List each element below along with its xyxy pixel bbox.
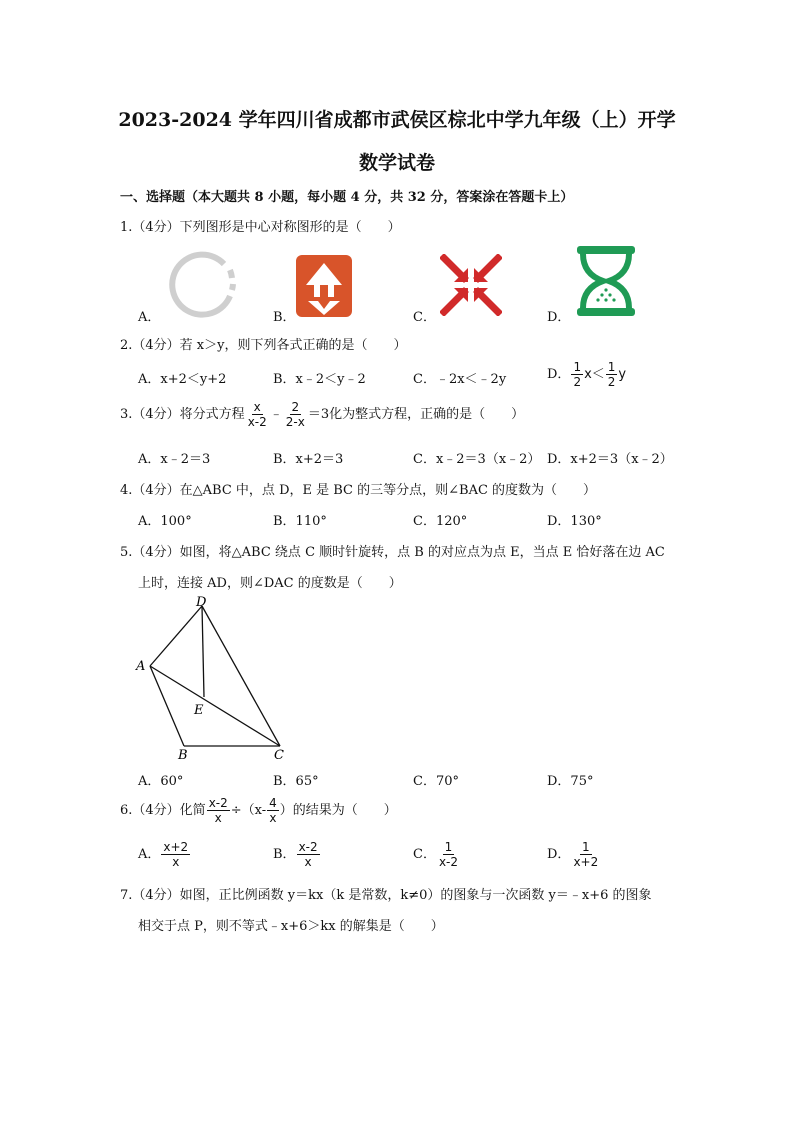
fraction-denominator: 2-x [285, 415, 305, 429]
q3-fraction-1 [246, 400, 269, 429]
fraction-denominator: x [269, 811, 277, 825]
q6-d-prefix: D． [547, 847, 571, 862]
q2-d-fraction-1 [571, 360, 583, 389]
q4-option-d: D．130° [547, 514, 602, 529]
point-label-A: A [136, 659, 146, 674]
paper-title-line1: 2023-2024 学年四川省成都市武侯区棕北中学九年级（上）开学 [118, 109, 676, 131]
q3-minus: ﹣ [269, 407, 283, 422]
question-5-stem-line1: 5.（4分）如图，将△ABC 绕点 C 顺时针旋转，点 B 的对应点为点 E，当点 E 恰好落在边 AC [120, 545, 665, 560]
question-7-stem-line1: 7.（4分）如图，正比例函数 y＝kx（k 是常数，k≠0）的图象与一次函数 y＝﹣x+6 的图象 [120, 888, 652, 903]
q6-fraction-1 [207, 796, 230, 825]
fraction-denominator: x [214, 811, 222, 825]
q5-geometry-figure [132, 592, 292, 762]
question-4-stem: 4.（4分）在△ABC 中，点 D，E 是 BC 的三等分点，则∠BAC 的度数为（ ） [120, 483, 597, 498]
segment-AB [150, 666, 184, 746]
fraction-numerator: 1 [573, 360, 582, 374]
q2-option-c: C．﹣2x＜﹣2y [413, 372, 507, 387]
q3-option-a: A．x﹣2＝3 [138, 452, 211, 467]
q3-option-b: B．x+2＝3 [273, 452, 344, 467]
q2-d-tail: y [618, 367, 627, 382]
fraction-denominator: x-2 [247, 415, 267, 429]
question-5-stem-line2: 上时，连接 AD，则∠DAC 的度数是（ ） [138, 576, 402, 591]
point-label-D: D [196, 595, 207, 610]
fraction-numerator: 1 [582, 840, 590, 854]
q3-prefix: 3.（4分）将分式方程 [120, 407, 245, 422]
point-label-E: E [194, 703, 204, 718]
segment-AC [150, 666, 280, 746]
inward-arrows-x-icon [440, 254, 502, 316]
fraction-denominator: x-2 [438, 855, 459, 869]
q6-option-d [547, 840, 601, 869]
q1-option-d-label: D． [547, 310, 571, 325]
recycle-arrows-icon [296, 255, 352, 317]
q6-option-a [138, 840, 191, 869]
fraction-numerator: x-2 [298, 840, 318, 854]
q5-option-b: B．65° [273, 774, 319, 789]
q2-option-b: B．x﹣2＜y﹣2 [273, 372, 366, 387]
q2-d-mid: x＜ [584, 367, 605, 382]
fraction-denominator: 2 [573, 375, 582, 389]
fraction-numerator: 1 [444, 840, 453, 854]
q2-d-fraction-2 [606, 360, 618, 389]
q5-option-c: C．70° [413, 774, 459, 789]
hourglass-icon [575, 246, 637, 316]
fraction-denominator: x [304, 855, 312, 869]
q1-option-a-label: A． [138, 310, 161, 325]
q1-option-b-label: B． [273, 310, 296, 325]
q3-fraction-2 [284, 400, 307, 429]
fraction-numerator: 2 [291, 400, 300, 414]
q6-option-c [413, 840, 461, 869]
fraction-denominator: 2 [607, 375, 616, 389]
fraction-numerator: x+2 [163, 840, 189, 854]
q3-option-d: D．x+2＝3（x﹣2） [547, 452, 673, 467]
q6-fraction-2 [267, 796, 279, 825]
question-7-stem-line2: 相交于点 P，则不等式﹣x+6＞kx 的解集是（ ） [138, 919, 444, 934]
q6-c-fraction [437, 840, 460, 869]
segment-DE [202, 606, 204, 697]
question-3-stem [120, 400, 524, 429]
q2-option-a: A．x+2＜y+2 [138, 372, 227, 387]
q3-option-c: C．x﹣2＝3（x﹣2） [413, 452, 541, 467]
segment-DC [202, 606, 280, 746]
q5-option-d: D．75° [547, 774, 594, 789]
q2-d-prefix: D． [547, 367, 571, 382]
q6-mid: ÷（x- [230, 803, 267, 818]
segment-DA [150, 606, 202, 666]
broken-ring-icon [160, 246, 242, 322]
question-2-stem: 2.（4分）若 x＞y，则下列各式正确的是（ ） [120, 338, 407, 353]
section-header-choice: 一、选择题（本大题共 8 小题，每小题 4 分，共 32 分，答案涂在答题卡上） [120, 190, 574, 205]
q6-b-prefix: B． [273, 847, 296, 862]
q6-a-fraction [161, 840, 190, 869]
q6-b-fraction [297, 840, 320, 869]
q5-option-a: A．60° [138, 774, 184, 789]
q6-suffix: ）的结果为（ ） [279, 803, 397, 818]
fraction-denominator: x [172, 855, 180, 869]
point-label-C: C [274, 748, 284, 762]
q6-c-prefix: C． [413, 847, 436, 862]
q4-option-b: B．110° [273, 514, 327, 529]
q3-suffix: ＝3化为整式方程，正确的是（ ） [307, 407, 525, 422]
fraction-numerator: 4 [269, 796, 277, 810]
q4-option-a: A．100° [138, 514, 192, 529]
fraction-denominator: x+2 [573, 855, 599, 869]
q6-option-b [273, 840, 321, 869]
q4-option-c: C．120° [413, 514, 468, 529]
q1-option-c-label: C． [413, 310, 436, 325]
q6-prefix: 6.（4分）化简 [120, 803, 206, 818]
q6-a-prefix: A． [138, 847, 161, 862]
question-6-stem [120, 796, 397, 825]
fraction-numerator: 1 [607, 360, 616, 374]
q2-option-d [547, 360, 626, 389]
question-1-stem: 1.（4分）下列图形是中心对称图形的是（ ） [120, 220, 401, 235]
fraction-numerator: x-2 [208, 796, 228, 810]
paper-title-line2: 数学试卷 [358, 152, 435, 174]
point-label-B: B [178, 748, 188, 762]
q6-d-fraction [571, 840, 600, 869]
fraction-numerator: x [253, 400, 261, 414]
